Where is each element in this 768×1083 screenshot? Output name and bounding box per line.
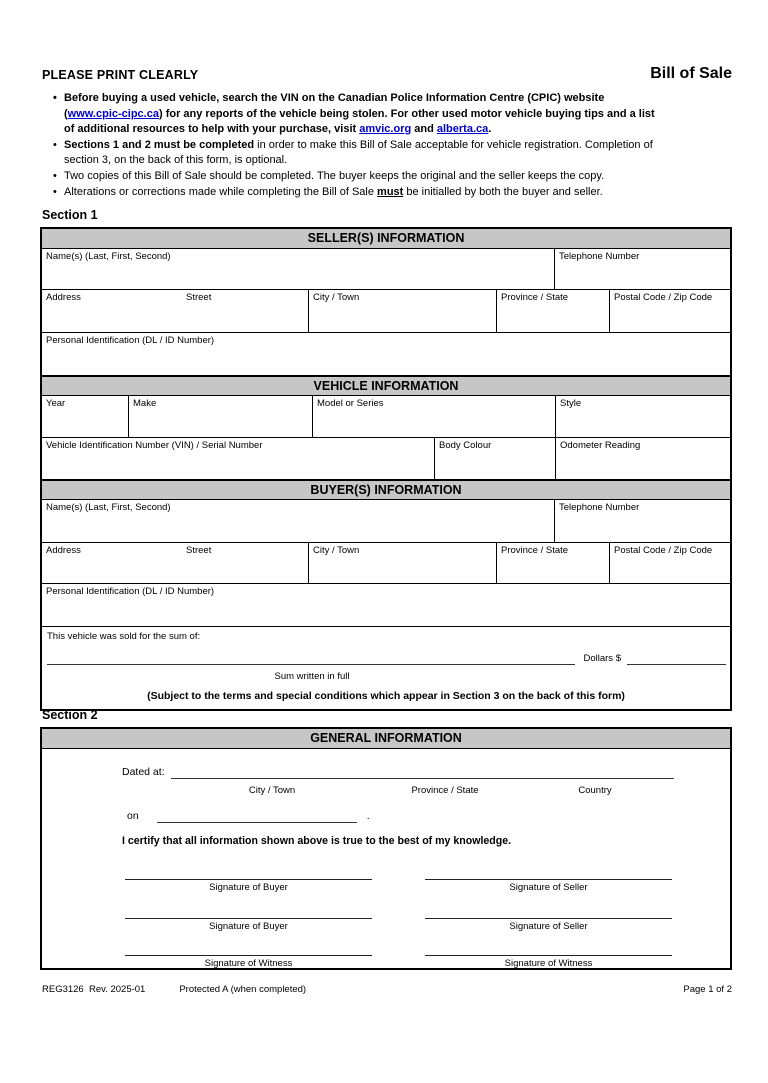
buyer-information-header: BUYER(S) INFORMATION <box>42 480 730 500</box>
signature-witness-2-line[interactable] <box>425 955 672 956</box>
signature-seller-1 <box>425 879 672 893</box>
seller-name-field[interactable] <box>42 249 555 289</box>
date-line[interactable] <box>157 809 357 823</box>
sold-for-sum-label: This vehicle was sold for the sum of: <box>47 631 201 642</box>
seller-address-row <box>42 290 730 333</box>
buyer-id-row <box>42 584 730 627</box>
buyer-city-label: City / Town <box>313 545 360 556</box>
bullet-sections-rest: in order to make this Bill of Sale acceptable for vehicle registration. Completion of <box>254 138 653 151</box>
section1-table <box>40 227 732 711</box>
bullet-cpic-line3-mid: and <box>411 123 437 136</box>
bullet-copies-text: Two copies of this Bill of Sale should be completed. The buyer keeps the original and the seller keeps the copy. <box>64 169 605 182</box>
buyer-personal-id-field[interactable] <box>42 584 730 626</box>
on-period: . <box>366 810 370 822</box>
vehicle-information-header: VEHICLE INFORMATION <box>42 376 730 396</box>
buyer-street-label: Street <box>186 545 212 556</box>
vehicle-style-label: Style <box>560 398 582 409</box>
vehicle-make-label: Make <box>133 398 157 409</box>
buyer-telephone-label: Telephone Number <box>559 502 640 513</box>
sum-written-caption: Sum written in full <box>274 671 350 682</box>
buyer-telephone-field[interactable] <box>555 500 730 542</box>
print-clearly-heading: PLEASE PRINT CLEARLY <box>42 68 199 82</box>
seller-address-field[interactable] <box>42 290 309 332</box>
dated-on-row <box>127 809 370 823</box>
bullet-copies <box>42 169 734 185</box>
on-label: on <box>127 810 139 822</box>
bullet-cpic-line3 <box>64 122 734 138</box>
seller-street-label: Street <box>186 292 212 303</box>
page-number: Page 1 of 2 <box>683 984 732 995</box>
signature-buyer-1 <box>125 879 372 893</box>
seller-name-row <box>42 249 730 290</box>
buyer-postal-field[interactable] <box>610 543 730 583</box>
vehicle-row1 <box>42 396 730 438</box>
bullet-alterations-post: be initialled by both the buyer and seller. <box>403 185 603 198</box>
dated-at-line[interactable] <box>171 765 674 779</box>
signature-witness-1-line[interactable] <box>125 955 372 956</box>
seller-information-header: SELLER(S) INFORMATION <box>42 229 730 249</box>
vehicle-vin-field[interactable] <box>42 438 435 479</box>
bullet-cpic-line3-pre: of additional resources to help with your purchase, visit <box>64 123 360 136</box>
sum-row <box>42 627 730 709</box>
seller-province-field[interactable] <box>497 290 610 332</box>
dated-province-label: Province / State <box>411 785 479 796</box>
bullet-cpic-line3-end: . <box>488 123 492 136</box>
vehicle-model-field[interactable] <box>313 396 556 437</box>
subject-to-terms-note: (Subject to the terms and special conditions which appear in Section 3 on the back of this form) <box>147 690 625 702</box>
vehicle-odometer-field[interactable] <box>556 438 730 479</box>
vehicle-vin-label: Vehicle Identification Number (VIN) / Serial Number <box>46 440 263 451</box>
signature-buyer-1-line[interactable] <box>125 879 372 880</box>
buyer-province-field[interactable] <box>497 543 610 583</box>
bullet-cpic-line1: • Before buying a used vehicle, search the VIN on the Canadian Police Information Centre (CPIC) website <box>64 92 605 104</box>
bullet-cpic <box>42 91 734 138</box>
signature-seller-1-label: Signature of Seller <box>509 882 588 893</box>
seller-name-label: Name(s) (Last, First, Second) <box>46 251 171 262</box>
bullet-alterations-must: must <box>377 185 404 198</box>
dated-city-label: City / Town <box>248 785 296 796</box>
buyer-personal-id-label: Personal Identification (DL / ID Number) <box>46 586 215 597</box>
vehicle-body-colour-field[interactable] <box>435 438 556 479</box>
vehicle-year-label: Year <box>46 398 66 409</box>
seller-address-label: Address <box>46 292 81 303</box>
signature-buyer-1-label: Signature of Buyer <box>209 882 288 893</box>
section2-box <box>40 727 732 970</box>
bullet-cpic-line2 <box>64 107 734 123</box>
buyer-province-label: Province / State <box>501 545 569 556</box>
signature-buyer-2-line[interactable] <box>125 918 372 919</box>
seller-postal-label: Postal Code / Zip Code <box>614 292 713 303</box>
seller-telephone-label: Telephone Number <box>559 251 640 262</box>
bullet-alterations-pre: Alterations or corrections made while completing the Bill of Sale <box>64 185 378 198</box>
vehicle-model-label: Model or Series <box>317 398 384 409</box>
vehicle-odometer-label: Odometer Reading <box>560 440 641 451</box>
bullet-sections-line1 <box>64 138 734 154</box>
sum-block <box>42 627 730 709</box>
buyer-postal-label: Postal Code / Zip Code <box>614 545 713 556</box>
bullet-sections <box>42 138 734 169</box>
cpic-link[interactable]: www.cpic-cipc.ca <box>67 107 159 120</box>
buyer-name-row <box>42 500 730 543</box>
buyer-address-label: Address <box>46 545 81 556</box>
signature-buyer-2 <box>125 918 372 932</box>
signature-seller-2-line[interactable] <box>425 918 672 919</box>
signature-witness-2-label: Signature of Witness <box>504 958 593 969</box>
bullet-sections-bold: Sections 1 and 2 must be completed <box>64 138 255 151</box>
seller-personal-id-field[interactable] <box>42 333 730 375</box>
section2-title: Section 2 <box>42 708 98 722</box>
sum-written-line[interactable] <box>47 651 575 665</box>
sum-line-row <box>47 651 726 665</box>
bullet-sections-line2: section 3, on the back of this form, is optional. <box>64 154 288 167</box>
seller-province-label: Province / State <box>501 292 569 303</box>
certify-statement: I certify that all information shown above is true to the best of my knowledge. <box>122 835 512 847</box>
buyer-name-label: Name(s) (Last, First, Second) <box>46 502 171 513</box>
buyer-name-field[interactable] <box>42 500 555 542</box>
general-information-header: GENERAL INFORMATION <box>42 729 730 749</box>
signature-seller-2-label: Signature of Seller <box>509 921 588 932</box>
vehicle-row2 <box>42 438 730 480</box>
vehicle-year-field[interactable] <box>42 396 129 437</box>
page-title: Bill of Sale <box>650 65 732 82</box>
signature-witness-2 <box>425 955 672 969</box>
signature-buyer-2-label: Signature of Buyer <box>209 921 288 932</box>
buyer-city-field[interactable] <box>309 543 497 583</box>
bullet-alterations <box>42 185 734 201</box>
bullet-cpic-line2-post: ) for any reports of the vehicle being stolen. For other used motor vehicle buying tips and a list <box>158 107 655 120</box>
vehicle-make-field[interactable] <box>129 396 313 437</box>
dollar-amount-line[interactable] <box>627 651 726 665</box>
signature-witness-1-label: Signature of Witness <box>204 958 293 969</box>
seller-city-field[interactable] <box>309 290 497 332</box>
dated-at-label: Dated at: <box>122 766 165 778</box>
seller-city-label: City / Town <box>313 292 360 303</box>
seller-postal-field[interactable] <box>610 290 730 332</box>
section1-title: Section 1 <box>42 208 98 222</box>
signature-seller-2 <box>425 918 672 932</box>
seller-personal-id-label: Personal Identification (DL / ID Number) <box>46 335 215 346</box>
page-header <box>42 65 732 83</box>
seller-id-row <box>42 333 730 376</box>
vehicle-body-colour-label: Body Colour <box>439 440 492 451</box>
vehicle-style-field[interactable] <box>556 396 730 437</box>
dated-at-row <box>122 765 674 779</box>
amvic-link[interactable]: amvic.org <box>359 123 412 136</box>
signature-witness-1 <box>125 955 372 969</box>
dated-country-label: Country <box>578 785 612 796</box>
page-footer <box>42 984 732 995</box>
signature-seller-1-line[interactable] <box>425 879 672 880</box>
form-number: REG3126 Rev. 2025-01 <box>42 984 146 995</box>
bullet-cpic-line2-pre: ( <box>64 107 68 120</box>
alberta-link[interactable]: alberta.ca <box>436 123 489 136</box>
seller-telephone-field[interactable] <box>555 249 730 289</box>
instructions-list <box>42 91 734 200</box>
buyer-address-row <box>42 543 730 584</box>
buyer-address-field[interactable] <box>42 543 309 583</box>
dollars-label: Dollars $ <box>583 653 621 664</box>
protected-a-note: Protected A (when completed) <box>179 984 307 995</box>
